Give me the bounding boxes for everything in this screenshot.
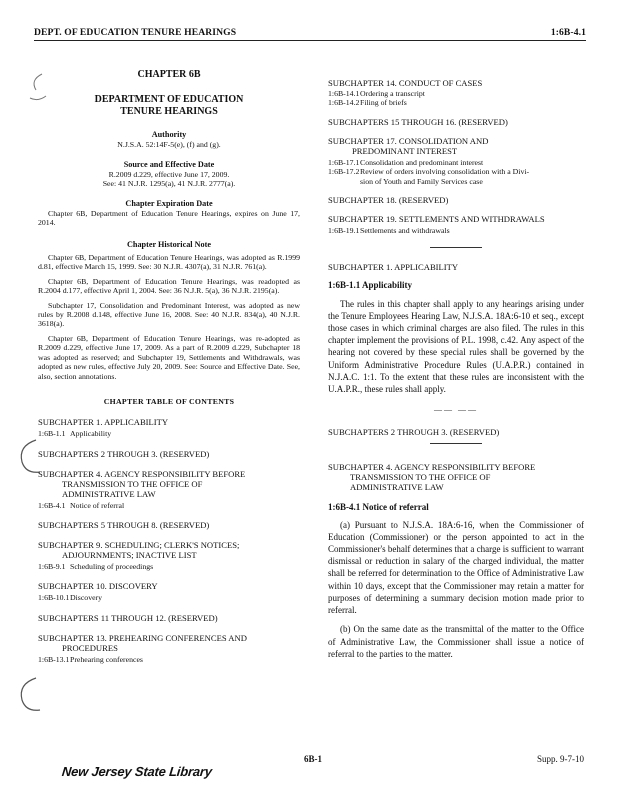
toc-item <box>328 167 584 186</box>
toc-item-title: Notice of referral <box>70 500 125 510</box>
toc-subchapter-4-line-1: SUBCHAPTER 4. AGENCY RESPONSIBILITY BEFORE <box>38 468 246 479</box>
toc-item-title: Consolidation and predominant interest <box>360 157 484 167</box>
supplement-date: Supp. 9-7-10 <box>537 754 584 764</box>
toc-subchapters-2-3: SUBCHAPTERS 2 THROUGH 3. (RESERVED) <box>38 448 210 459</box>
chapter-title <box>38 94 300 118</box>
source-text-1: R.2009 d.229, effective June 17, 2009. <box>108 170 230 180</box>
toc-item <box>328 89 584 98</box>
toc-item <box>328 98 584 107</box>
toc-item <box>38 562 300 571</box>
toc-subchapter-4-line-3: ADMINISTRATIVE LAW <box>62 488 156 499</box>
toc-subchapter-13-line-1: SUBCHAPTER 13. PREHEARING CONFERENCES AND <box>38 632 247 643</box>
toc-item-title-continued: sion of Youth and Family Services case <box>360 176 483 186</box>
toc-item-title: Review of orders involving consolidation with a Divi- <box>360 167 530 177</box>
rule-4-1-paragraph-a: (a) Pursuant to N.J.S.A. 18A:6-16, when the Commissioner of Education (Commissioner) or the person appointed to act in the Commissioner's behalf determines that a charge is sufficient to warrant dismissal or reduction in salary of the charged individual, the matter shall be referred for determination to the Office of Administrative Law within 10 days, except that the Commissioner may retain a matter for purposes of determining a summary decision motion made prior to referral. <box>328 519 584 616</box>
subchapter-4-heading-line-1: SUBCHAPTER 4. AGENCY RESPONSIBILITY BEFORE <box>328 462 536 473</box>
toc-heading: CHAPTER TABLE OF CONTENTS <box>103 396 235 406</box>
toc-item-number: 1:6B-4.1 <box>38 500 66 510</box>
toc-item <box>38 593 300 602</box>
toc-subchapter-17 <box>328 136 584 156</box>
toc-item-number: 1:6B-14.2 <box>328 98 360 108</box>
toc-subchapter-17-line-1: SUBCHAPTER 17. CONSOLIDATION AND <box>328 135 489 146</box>
toc-item-number: 1:6B-13.1 <box>38 654 70 664</box>
subchapter-4-heading <box>328 462 584 492</box>
toc-item <box>38 501 300 510</box>
rule-4-1-paragraph-b: (b) On the same date as the transmittal of the matter to the Office of Administrative Law, the Commissioner shall issue a notice of referral to the parties to the matter. <box>328 624 584 659</box>
toc-item-title: Settlements and withdrawals <box>360 226 450 236</box>
authority-text: N.J.S.A. 52:14F-5(e), (f) and (g). <box>117 140 221 150</box>
toc-subchapters-5-8: SUBCHAPTERS 5 THROUGH 8. (RESERVED) <box>38 519 210 530</box>
source-heading: Source and Effective Date <box>123 159 215 169</box>
subchapter-1-heading: SUBCHAPTER 1. APPLICABILITY <box>328 262 459 273</box>
toc-subchapters-15-16: SUBCHAPTERS 15 THROUGH 16. (RESERVED) <box>328 116 508 127</box>
toc-subchapter-4-line-2: TRANSMISSION TO THE OFFICE OF <box>62 478 203 489</box>
source-text-2: See: 41 N.J.R. 1295(a), 41 N.J.R. 2777(a). <box>102 179 236 189</box>
toc-subchapter-1: SUBCHAPTER 1. APPLICABILITY <box>38 417 169 428</box>
toc-item-title: Discovery <box>70 593 103 603</box>
toc-item-number: 1:6B-17.1 <box>328 157 360 167</box>
toc-item <box>38 655 300 664</box>
toc-item-title: Applicability <box>70 429 112 439</box>
library-stamp: New Jersey State Library <box>61 764 213 779</box>
toc-subchapter-10: SUBCHAPTER 10. DISCOVERY <box>38 581 158 592</box>
toc-item-title: Scheduling of proceedings <box>70 561 154 571</box>
toc-item-title: Ordering a transcript <box>360 89 425 98</box>
chapter-title-line-1: DEPARTMENT OF EDUCATION <box>94 94 244 106</box>
toc-item-number: 1:6B-17.2 <box>328 167 360 177</box>
rule-1-1-heading: 1:6B-1.1 Applicability <box>328 280 413 291</box>
left-column <box>38 70 300 664</box>
toc-item-number: 1:6B-9.1 <box>38 561 66 571</box>
right-column <box>328 78 584 660</box>
chapter-title-line-2: TENURE HEARINGS <box>120 106 218 118</box>
toc-item-number: 1:6B-10.1 <box>38 593 70 603</box>
toc-item <box>38 429 300 438</box>
history-note-2: Chapter 6B, Department of Education Tenure Hearings, was readopted as R.2004 d.177, effective April 1, 2004. See: 36 N.J.R. 5(a), 36 N.J.R. 2195(a). <box>38 276 300 296</box>
expiration-heading: Chapter Expiration Date <box>125 198 213 208</box>
subchapter-4-heading-line-3: ADMINISTRATIVE LAW <box>350 482 444 493</box>
toc-subchapter-9 <box>38 540 300 560</box>
toc-item <box>328 158 584 167</box>
history-note-4: Chapter 6B, Department of Education Tenure Hearings, was re-adopted as R.2009 d.229, effective June 17, 2009. As a part of R.2009 d.229, Subchapter 18 was adopted as reserved; and Subchapter 19, Settlements and Withdrawals, was adopted as new rules, effective July 20, 2009. See: Source and Effective Date. See, also, section annotations. <box>38 333 300 381</box>
toc-item-number: 1:6B-1.1 <box>38 429 66 439</box>
expiration-text: Chapter 6B, Department of Education Tenure Hearings, expires on June 17, 2014. <box>38 209 300 228</box>
authority-heading: Authority <box>151 130 187 140</box>
page-number: 6B-1 <box>304 754 322 764</box>
toc-item-title: Prehearing conferences <box>70 654 143 664</box>
toc-item-number: 1:6B-14.1 <box>328 89 360 98</box>
history-heading: Chapter Historical Note <box>127 239 211 249</box>
toc-subchapters-11-12: SUBCHAPTERS 11 THROUGH 12. (RESERVED) <box>38 612 218 623</box>
toc-subchapter-18: SUBCHAPTER 18. (RESERVED) <box>328 195 449 206</box>
binder-hole-mark-bottom <box>16 676 42 716</box>
toc-subchapter-9-line-1: SUBCHAPTER 9. SCHEDULING; CLERK'S NOTICES; <box>38 539 240 550</box>
toc-subchapter-14: SUBCHAPTER 14. CONDUCT OF CASES <box>328 78 483 88</box>
header-rule <box>34 40 586 41</box>
toc-subchapter-17-line-2: PREDOMINANT INTEREST <box>352 145 458 156</box>
chapter-number: CHAPTER 6B <box>137 69 201 80</box>
subchapters-2-3-heading: SUBCHAPTERS 2 THROUGH 3. (RESERVED) <box>328 427 500 438</box>
toc-subchapter-9-line-2: ADJOURNMENTS; INACTIVE LIST <box>62 549 197 560</box>
history-note-3: Subchapter 17, Consolidation and Predominant Interest, was adopted as new rules by R.2008 d.148, effective June 16, 2008. See: 40 N.J.R. 834(a), 40 N.J.R. 3618(a). <box>38 300 300 329</box>
header-title: DEPT. OF EDUCATION TENURE HEARINGS <box>34 27 237 38</box>
subchapter-4-heading-line-2: TRANSMISSION TO THE OFFICE OF <box>350 472 491 483</box>
section-divider-dashes: —— —— <box>434 405 478 415</box>
header-section-number: 1:6B-4.1 <box>550 27 586 38</box>
toc-subchapter-19: SUBCHAPTER 19. SETTLEMENTS AND WITHDRAWALS <box>328 214 545 225</box>
toc-subchapter-13 <box>38 633 300 653</box>
toc-subchapter-13-line-2: PROCEDURES <box>62 642 118 653</box>
toc-item <box>328 226 584 235</box>
rule-4-1-heading: 1:6B-4.1 Notice of referral <box>328 502 429 513</box>
toc-subchapter-4 <box>38 469 300 499</box>
toc-item-number: 1:6B-19.1 <box>328 226 360 236</box>
running-header <box>34 27 586 38</box>
toc-item-title: Filing of briefs <box>360 98 407 108</box>
rule-1-1-text: The rules in this chapter shall apply to any hearings arising under the Tenure Employees Hearing Law, N.J.S.A. 18A:6-10 et seq., except those cases in which criminal charges are also filed. The rules in this chapter implement the provisions of P.L. 1998, c.42. Any aspect of the hearing not covered by these special rules shall be governed by the Uniform Administrative Procedure Rules (U.A.P.R.) contained in N.J.A.C. 1:1. To the extent that these rules are inconsistent with the U.A.P.R., these rules shall apply. <box>328 298 584 395</box>
history-note-1: Chapter 6B, Department of Education Tenure Hearings, was adopted as R.1999 d.81, effective March 15, 1999. See: 30 N.J.R. 4307(a), 31 N.J.R. 761(a). <box>38 253 300 272</box>
